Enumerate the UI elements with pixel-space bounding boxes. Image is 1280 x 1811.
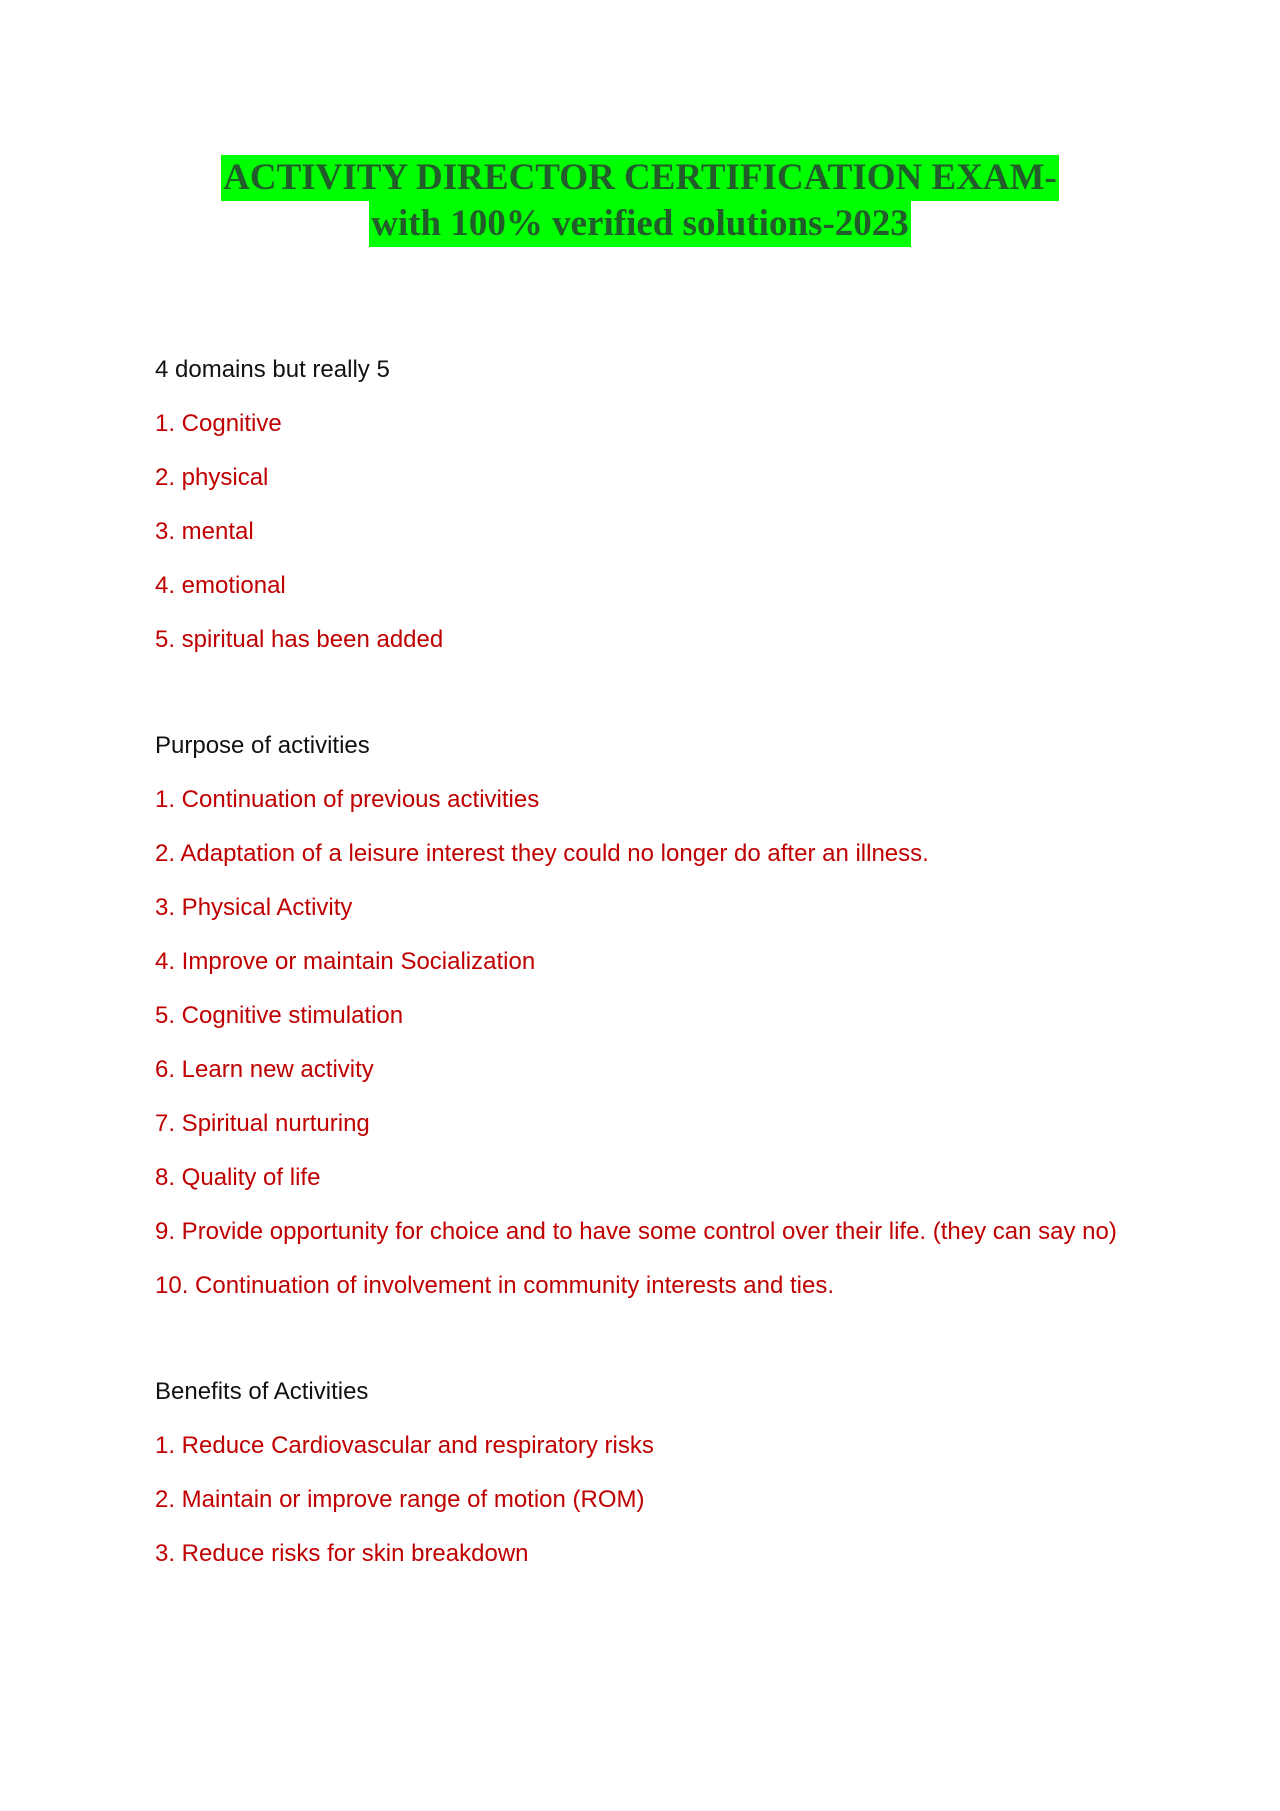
document-content — [155, 354, 1125, 1592]
document-title — [0, 155, 1280, 247]
answer-item: 1. Continuation of previous activities — [155, 786, 540, 813]
question-text: Benefits of Activities — [155, 1378, 369, 1405]
answer-item: 7. Spiritual nurturing — [155, 1110, 370, 1137]
answer-item: 10. Continuation of involvement in community interests and ties. — [155, 1272, 835, 1299]
title-line-2: with 100% verified solutions-2023 — [369, 201, 911, 247]
question-text: Purpose of activities — [155, 732, 370, 759]
section-spacer — [155, 1324, 1125, 1376]
answer-item: 3. mental — [155, 518, 254, 545]
answer-item: 4. Improve or maintain Socialization — [155, 948, 536, 975]
question-text: 4 domains but really 5 — [155, 356, 390, 383]
answer-item: 2. Adaptation of a leisure interest they could no longer do after an illness. — [155, 840, 929, 867]
answer-item: 5. Cognitive stimulation — [155, 1002, 404, 1029]
answer-item: 6. Learn new activity — [155, 1056, 374, 1083]
answer-item: 2. physical — [155, 464, 269, 491]
answer-item: 3. Reduce risks for skin breakdown — [155, 1540, 529, 1567]
section-spacer — [155, 678, 1125, 730]
answer-item: 9. Provide opportunity for choice and to have some control over their life. (they can say no) — [155, 1218, 1117, 1245]
qa-section — [155, 1376, 1125, 1570]
answer-item: 4. emotional — [155, 572, 286, 599]
answer-item: 5. spiritual has been added — [155, 626, 444, 653]
answer-item: 1. Cognitive — [155, 410, 282, 437]
qa-section — [155, 730, 1125, 1302]
answer-item: 1. Reduce Cardiovascular and respiratory risks — [155, 1432, 654, 1459]
answer-item: 3. Physical Activity — [155, 894, 353, 921]
qa-section — [155, 354, 1125, 656]
title-line-1: ACTIVITY DIRECTOR CERTIFICATION EXAM- — [221, 155, 1059, 201]
answer-item: 8. Quality of life — [155, 1164, 321, 1191]
answer-item: 2. Maintain or improve range of motion (ROM) — [155, 1486, 645, 1513]
